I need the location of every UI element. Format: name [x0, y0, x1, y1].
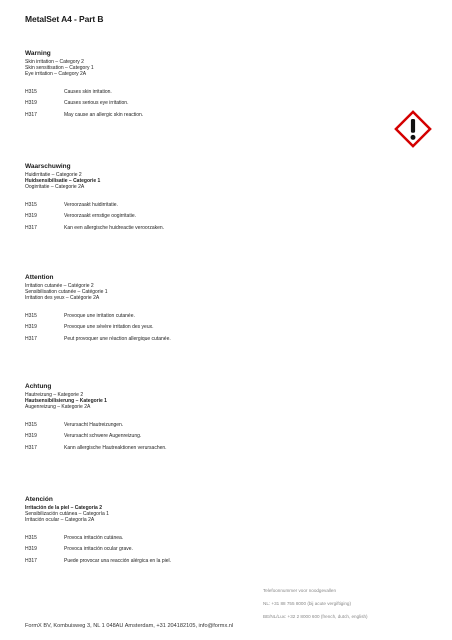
classification-line: Hautreizung – Kategorie 2 [25, 392, 84, 398]
page-title: MetalSet A4 - Part B [25, 14, 104, 24]
hazard-statements [25, 200, 425, 235]
hazard-text: Provoca irritación cutánea. [64, 534, 124, 541]
classification-line: Huidirritatie – Categorie 2 [25, 172, 82, 178]
section-heading: Warning [25, 50, 51, 57]
classification-line: Sensibilisation cutanée – Catégorie 1 [25, 289, 108, 296]
hazard-row [25, 110, 425, 122]
hazard-row [25, 223, 425, 235]
section-heading: Attention [25, 274, 54, 281]
hazard-section [25, 274, 425, 345]
hazard-text: Causes skin irritation. [64, 88, 112, 95]
hazard-code: H315 [25, 534, 37, 541]
section-heading: Atención [25, 496, 53, 503]
hazard-section [25, 50, 425, 121]
hazard-text: Peut provoquer une réaction allergique cutanée. [64, 335, 171, 342]
hazard-row [25, 544, 425, 556]
hazard-text: Veroorzaakt ernstige oogirritatie. [64, 213, 136, 220]
hazard-section [25, 496, 425, 567]
emergency-info [263, 584, 368, 623]
emergency-heading: Telefoonnummer voor noodgevallen [263, 588, 337, 593]
hazard-row [25, 556, 425, 568]
hazard-row [25, 211, 425, 223]
hazard-text: Kann allergische Hautreaktionen verursachen. [64, 444, 167, 451]
hazard-text: Puede provocar una reacción alérgica en la piel. [64, 557, 172, 564]
classification-line: Irritation des yeux – Catégorie 2A [25, 295, 100, 302]
classification-line: Skin irritation – Category 2 [25, 59, 84, 65]
hazard-statements [25, 311, 425, 346]
hazard-text: Causes serious eye irritation. [64, 100, 129, 107]
hazard-section [25, 383, 425, 454]
hazard-code: H319 [25, 100, 37, 107]
classification-line: Oogirritatie – Categorie 2A [25, 184, 85, 191]
classification-line: Huidsensibilisatie – Categorie 1 [25, 178, 101, 185]
hazard-code: H315 [25, 421, 37, 428]
hazard-code: H319 [25, 213, 37, 220]
hazard-text: Verursacht schwere Augenreizung. [64, 433, 142, 440]
hazard-statements [25, 533, 425, 568]
hazard-code: H317 [25, 111, 37, 118]
classification-line: Augenreizung – Kategorie 2A [25, 404, 91, 411]
hazard-statements [25, 420, 425, 455]
hazard-row [25, 334, 425, 346]
hazard-code: H315 [25, 88, 37, 95]
hazard-code: H317 [25, 444, 37, 451]
hazard-row [25, 200, 425, 212]
hazard-section [25, 163, 425, 234]
hazard-row [25, 431, 425, 443]
hazard-row [25, 98, 425, 110]
hazard-code: H319 [25, 324, 37, 331]
emergency-line-be: BE/NL/Lux: +32 2 8000 600 (french, dutch, english) [263, 614, 368, 619]
exclamation-mark-warning-icon [394, 110, 432, 148]
hazard-code: H317 [25, 335, 37, 342]
classification-line: Sensibilización cutánea – Categoría 1 [25, 511, 109, 518]
company-footer: FormX BV, Kombuisweg 3, NL 1 048AU Amsterdam, +31 204182105, info@formx.nl [25, 623, 234, 629]
classification-line: Irritation cutanée – Catégorie 2 [25, 283, 94, 289]
hazard-text: Provoque une irritation cutanée. [64, 312, 135, 319]
section-heading: Achtung [25, 383, 52, 390]
hazard-row [25, 87, 425, 99]
hazard-row [25, 443, 425, 455]
classification-line: Hautsensibilisierung – Kategorie 1 [25, 398, 107, 405]
hazard-text: Veroorzaakt huidirritatie. [64, 201, 118, 208]
hazard-code: H315 [25, 312, 37, 319]
hazard-code: H317 [25, 224, 37, 231]
hazard-text: Provoca irritación ocular grave. [64, 546, 133, 553]
section-heading: Waarschuwing [25, 163, 71, 170]
classification-line: Eye irritation – Category 2A [25, 71, 87, 78]
hazard-text: Kan een allergische huidreactie veroorzaken. [64, 224, 165, 231]
hazard-code: H317 [25, 557, 37, 564]
classification-line: Irritación de la piel – Categoría 2 [25, 505, 102, 511]
hazard-row [25, 322, 425, 334]
emergency-line-nl: NL: +31 88 755 8000 (bij acute vergiftiging) [263, 601, 351, 606]
hazard-text: May cause an allergic skin reaction. [64, 111, 144, 118]
classification-line: Irritación ocular – Categoría 2A [25, 517, 95, 524]
hazard-row [25, 533, 425, 545]
hazard-code: H319 [25, 433, 37, 440]
hazard-text: Provoque une sévère irritation des yeux. [64, 324, 154, 331]
hazard-row [25, 420, 425, 432]
hazard-row [25, 311, 425, 323]
hazard-statements [25, 87, 425, 122]
classification-line: Skin sensitisation – Category 1 [25, 65, 94, 72]
hazard-code: H319 [25, 546, 37, 553]
hazard-text: Verursacht Hautreizungen. [64, 421, 124, 428]
hazard-code: H315 [25, 201, 37, 208]
